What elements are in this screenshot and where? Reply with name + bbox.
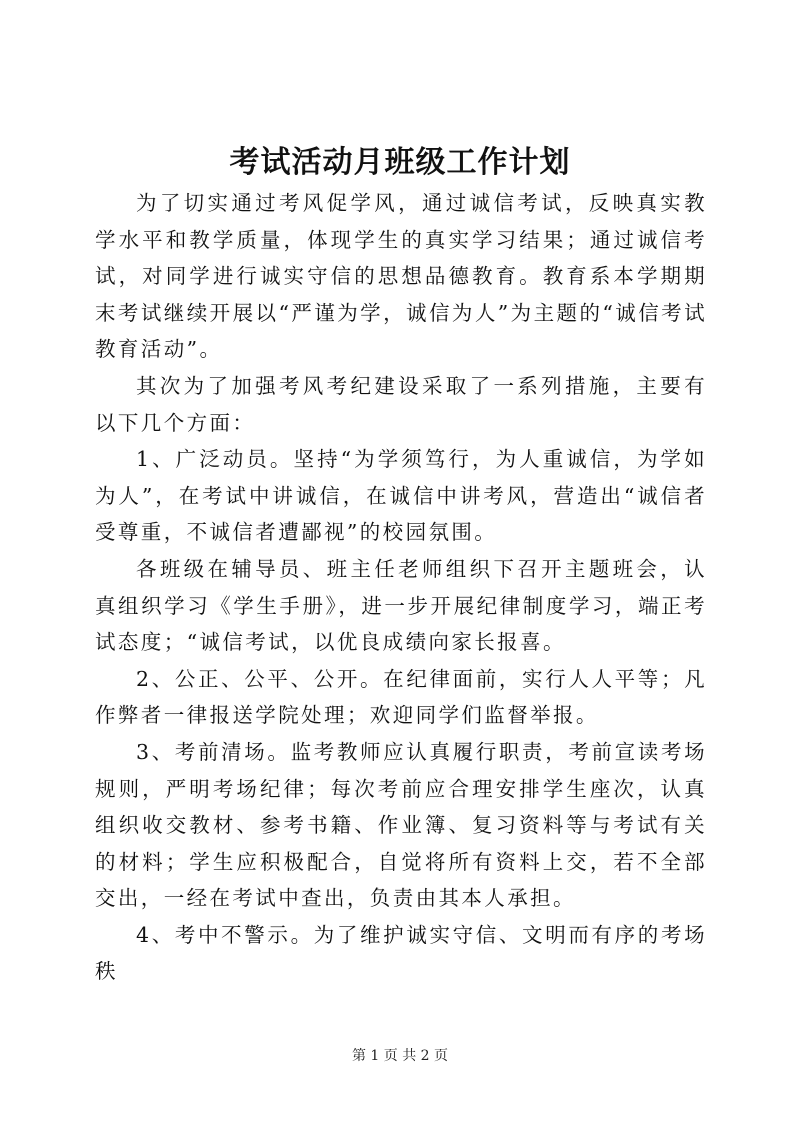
document-body <box>95 185 707 990</box>
paragraph-measures: 其次为了加强考风考纪建设采取了一系列措施，主要有以下几个方面： <box>95 373 707 435</box>
document-title: 考试活动月班级工作计划 <box>229 145 571 180</box>
paragraph-item-2: 2、公正、公平、公开。在纪律面前，实行人人平等；凡作弊者一律报送学院处理；欢迎同学们监督举报。 <box>95 666 707 728</box>
paragraph-item-1: 1、广泛动员。坚持“为学须笃行，为人重诚信，为学如为人”，在考试中讲诚信，在诚信中讲考风，营造出“诚信者受尊重，不诚信者遭鄙视”的校园氛围。 <box>95 447 707 545</box>
paragraph-class-meeting: 各班级在辅导员、班主任老师组织下召开主题班会，认真组织学习《学生手册》，进一步开展纪律制度学习，端正考试态度；“诚信考试，以优良成绩向家长报喜。 <box>95 556 707 655</box>
page-footer: 第 1 页 共 2 页 <box>351 1048 449 1064</box>
paragraph-item-4: 4、考中不警示。为了维护诚实守信、文明而有序的考场秩 <box>95 922 707 984</box>
paragraph-intro: 为了切实通过考风促学风，通过诚信考试，反映真实教学水平和教学质量，体现学生的真实学习结果；通过诚信考试，对同学进行诚实守信的思想品德教育。教育系本学期期末考试继续开展以“严谨为学，诚信为人”为主题的“诚信考试教育活动”。 <box>95 191 707 362</box>
paragraph-item-3: 3、考前清场。监考教师应认真履行职责，考前宣读考场规则，严明考场纪律；每次考前应合理安排学生座次，认真组织收交教材、参考书籍、作业簿、复习资料等与考试有关的材料；学生应积极配合，自觉将所有资料上交，若不全部交出，一经在考试中查出，负责由其本人承担。 <box>95 739 707 911</box>
